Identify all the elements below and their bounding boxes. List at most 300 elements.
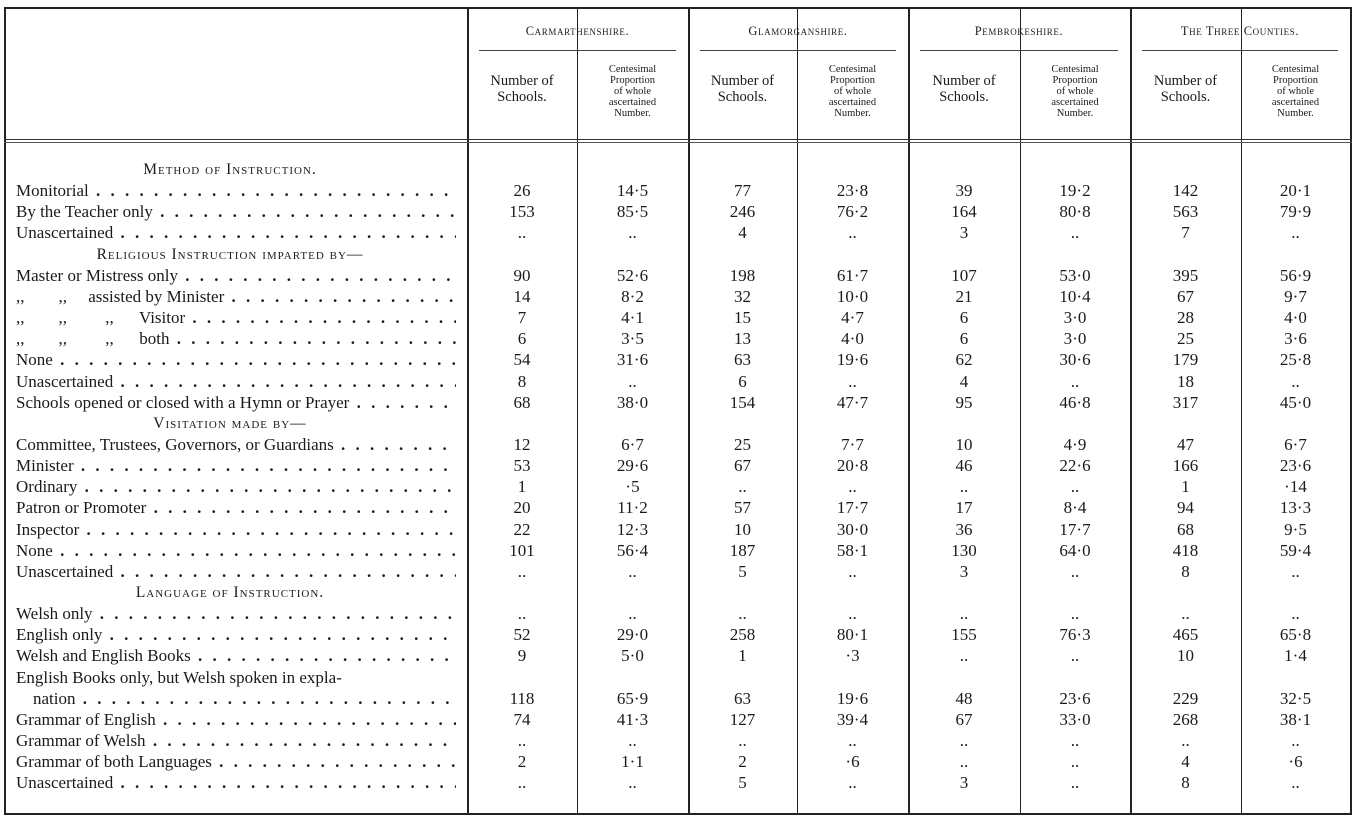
section-heading: Religious Instruction imparted by— [96, 245, 364, 263]
table-cell: 12·3 [616, 519, 649, 539]
table-cell: .. [848, 223, 857, 243]
table-row [0, 561, 1360, 582]
header-line: of whole [613, 86, 652, 97]
table-cell: 4·7 [841, 308, 864, 328]
table-cell: .. [628, 604, 637, 624]
table-cell: 2 [517, 752, 527, 772]
table-cell: 48 [955, 688, 973, 708]
table-cell: .. [1291, 223, 1300, 243]
table-cell: .. [1070, 604, 1080, 624]
table-row [0, 645, 1360, 666]
county-header-rule [920, 50, 1118, 51]
table-cell: 268 [1172, 709, 1199, 729]
table-cell: 8·4 [1063, 498, 1087, 518]
table-row [0, 476, 1360, 497]
table-cell: 164 [951, 202, 977, 222]
header-line: Number. [1056, 108, 1094, 119]
table-cell: 6·7 [1284, 434, 1307, 454]
table-cell: .. [1070, 773, 1080, 793]
table-cell: 6 [959, 308, 969, 328]
table-cell: .. [848, 477, 857, 497]
header-line: Centesimal [608, 64, 657, 75]
table-cell: 62 [955, 350, 973, 370]
table-cell: 85·5 [616, 202, 649, 222]
header-line: Number of [710, 73, 775, 89]
table-cell: 5 [738, 561, 747, 581]
header-rule [4, 142, 1352, 143]
table-row [0, 286, 1360, 307]
table-cell: 7 [517, 308, 527, 328]
table-cell: 95 [955, 392, 973, 412]
table-row [0, 688, 1360, 709]
table-row [0, 349, 1360, 370]
row-label: Welsh only . . . [16, 603, 456, 624]
table-cell: .. [628, 773, 637, 793]
section-heading-row [0, 159, 1360, 180]
table-cell: 154 [729, 392, 756, 412]
table-cell: .. [628, 223, 637, 243]
table-cell: .. [517, 604, 527, 624]
table-cell: 418 [1172, 540, 1199, 560]
table-cell: 3·5 [621, 329, 644, 349]
table-cell: 67 [955, 709, 973, 729]
table-cell: 53·0 [1059, 265, 1091, 285]
table-cell: 20·1 [1279, 181, 1312, 201]
table-cell: .. [848, 773, 857, 793]
table-cell: 47 [1177, 434, 1194, 454]
table-cell: 32·5 [1279, 688, 1312, 708]
row-label: Minister . . . [16, 455, 456, 476]
county-header: Carmarthenshire. [525, 24, 630, 38]
header-line: Schools. [1160, 89, 1211, 105]
table-cell: 67 [1177, 286, 1194, 306]
table-row [0, 603, 1360, 624]
table-cell: 65·8 [1279, 625, 1312, 645]
county-header: The Three Counties. [1180, 24, 1300, 38]
table-cell: 465 [1172, 625, 1199, 645]
header-rule [4, 139, 1352, 140]
table-cell: 64·0 [1059, 540, 1091, 560]
row-label: By the Teacher only . . . [16, 201, 456, 222]
table-row [0, 624, 1360, 645]
table-cell: 317 [1172, 392, 1199, 412]
table-cell: 17 [955, 498, 973, 518]
table-cell: 9·7 [1284, 286, 1307, 306]
table-cell: 3·6 [1284, 329, 1307, 349]
table-cell: 11·2 [617, 498, 648, 518]
table-cell: 258 [729, 625, 756, 645]
table-cell: 5 [738, 773, 747, 793]
table-cell: 46 [955, 456, 973, 476]
table-cell: .. [848, 604, 857, 624]
table-cell: 19·6 [836, 688, 869, 708]
table-cell: 10 [1177, 646, 1194, 666]
row-label: ,, ,, assisted by Minister . . . [16, 286, 456, 307]
header-line: Schools. [939, 89, 989, 105]
header-line: of whole [1276, 86, 1315, 97]
centesimal-proportion-header [797, 64, 908, 119]
header-line: ascertained [1271, 97, 1320, 108]
table-row [0, 519, 1360, 540]
row-label: Grammar of Welsh . . . [16, 730, 456, 751]
county-header-rule [1142, 50, 1338, 51]
table-cell: 77 [734, 181, 751, 201]
table-cell: 15 [734, 308, 751, 328]
table-cell: 38·1 [1279, 709, 1312, 729]
header-line: Number of [490, 73, 554, 89]
table-cell: 80·1 [836, 625, 869, 645]
table-cell: 19·2 [1059, 181, 1091, 201]
county-header: Glamorganshire. [748, 24, 848, 38]
table-cell: 13·3 [1279, 498, 1312, 518]
row-label: Monitorial . . . [16, 180, 456, 201]
table-cell: 3 [959, 773, 969, 793]
number-of-schools-header [467, 73, 577, 105]
table-cell: .. [738, 604, 747, 624]
table-cell: 68 [513, 392, 531, 412]
row-label: Ordinary . . . [16, 476, 456, 497]
table-cell: .. [517, 223, 527, 243]
table-row [0, 772, 1360, 793]
table-cell: 8 [517, 371, 527, 391]
table-row [0, 455, 1360, 476]
table-cell: 127 [729, 709, 756, 729]
table-cell: 118 [509, 688, 535, 708]
table-cell: 32 [734, 286, 751, 306]
table-row [0, 201, 1360, 222]
section-heading: Visitation made by— [153, 414, 307, 432]
table-cell: .. [1070, 477, 1080, 497]
header-line: Number of [1153, 73, 1218, 89]
header-line: ascertained [608, 97, 657, 108]
table-row [0, 222, 1360, 243]
table-cell: 90 [513, 265, 531, 285]
table-cell: 3·0 [1063, 308, 1087, 328]
county-header: Pembrokeshire. [974, 24, 1064, 38]
header-line: Number. [1277, 108, 1314, 119]
header-line: Number of [932, 73, 996, 89]
table-cell: 59·4 [1279, 540, 1312, 560]
table-cell: 18 [1177, 371, 1194, 391]
table-cell: .. [1070, 731, 1080, 751]
table-cell: 76·3 [1059, 625, 1091, 645]
table-cell: 63 [734, 688, 751, 708]
table-cell: .. [1291, 604, 1300, 624]
table-cell: 10 [955, 434, 973, 454]
table-cell: 58·1 [836, 540, 869, 560]
table-cell: 25 [734, 434, 751, 454]
table-cell: 1 [738, 646, 747, 666]
table-cell: 12 [513, 434, 531, 454]
table-row [0, 180, 1360, 201]
table-cell: .. [628, 731, 637, 751]
table-cell: 79·9 [1279, 202, 1312, 222]
table-cell: 29·0 [616, 625, 649, 645]
table-cell: 3·0 [1063, 329, 1087, 349]
table-row [0, 730, 1360, 751]
table-cell: 26 [513, 181, 531, 201]
header-line: ascertained [1051, 97, 1099, 108]
header-line: Proportion [1052, 75, 1098, 86]
table-cell: 94 [1177, 498, 1194, 518]
table-cell: 7 [1181, 223, 1190, 243]
table-row [0, 540, 1360, 561]
table-cell: 30·0 [836, 519, 869, 539]
table-cell: 395 [1172, 265, 1199, 285]
table-cell: 56·9 [1279, 265, 1312, 285]
table-cell: 21 [955, 286, 973, 306]
table-cell: 1 [1181, 477, 1190, 497]
table-cell: 5·0 [621, 646, 644, 666]
table-cell: 4 [959, 371, 969, 391]
row-label: Patron or Promoter . . . [16, 497, 456, 518]
table-cell: 13 [734, 329, 751, 349]
table-cell: .. [959, 477, 969, 497]
number-of-schools-header [688, 73, 797, 105]
centesimal-proportion-header [1241, 64, 1350, 119]
row-label: Unascertained . . . [16, 561, 456, 582]
row-label: Grammar of English . . . [16, 709, 456, 730]
table-cell: 3 [959, 561, 969, 581]
number-of-schools-header [1130, 73, 1241, 105]
table-cell: 6 [738, 371, 747, 391]
table-cell: ·14 [1284, 477, 1307, 497]
header-line: Number. [834, 108, 871, 119]
table-cell: 8 [1181, 773, 1190, 793]
table-cell: 38·0 [616, 392, 649, 412]
table-cell: .. [738, 477, 747, 497]
table-cell: .. [1181, 604, 1190, 624]
table-cell: 33·0 [1059, 709, 1091, 729]
row-label: English only . . . [16, 624, 456, 645]
table-cell: 41·3 [616, 709, 649, 729]
table-cell: 14 [513, 286, 531, 306]
table-cell: 57 [734, 498, 751, 518]
row-label: Unascertained . . . [16, 222, 456, 243]
table-cell: .. [1181, 731, 1190, 751]
table-cell: 45·0 [1279, 392, 1312, 412]
table-cell: .. [959, 752, 969, 772]
row-label: None . . . [16, 540, 456, 561]
table-cell: 1 [517, 477, 527, 497]
table-cell: 22 [513, 519, 531, 539]
table-cell: 23·8 [836, 181, 869, 201]
table-cell: .. [1070, 646, 1080, 666]
table-cell: .. [848, 731, 857, 751]
table-cell: 28 [1177, 308, 1194, 328]
table-cell: 29·6 [616, 456, 649, 476]
table-row [0, 265, 1360, 286]
row-label: Unascertained . . . [16, 772, 456, 793]
row-label: Inspector . . . [16, 519, 456, 540]
table-cell: .. [848, 371, 857, 391]
header-line: ascertained [828, 97, 877, 108]
table-row [0, 434, 1360, 455]
table-cell: 65·9 [616, 688, 649, 708]
table-cell: .. [1070, 561, 1080, 581]
table-cell: 30·6 [1059, 350, 1091, 370]
centesimal-proportion-header [1020, 64, 1130, 119]
table-cell: 142 [1172, 181, 1199, 201]
centesimal-proportion-header [577, 64, 688, 119]
header-line: Proportion [610, 75, 655, 86]
table-cell: 130 [951, 540, 977, 560]
table-cell: 1·4 [1284, 646, 1307, 666]
table-cell: 10 [734, 519, 751, 539]
header-line: of whole [833, 86, 872, 97]
row-label: Grammar of both Languages . . . [16, 751, 456, 772]
table-cell: ·6 [1288, 752, 1303, 772]
table-cell: 63 [734, 350, 751, 370]
row-label: ,, ,, ,, Visitor . . . [16, 307, 456, 328]
table-cell: 36 [955, 519, 973, 539]
table-cell: .. [517, 731, 527, 751]
table-cell: 4·1 [621, 308, 644, 328]
table-cell: .. [1291, 773, 1300, 793]
table-cell: 14·5 [616, 181, 649, 201]
table-cell: 25 [1177, 329, 1194, 349]
table-cell: 2 [738, 752, 747, 772]
table-cell: 20·8 [836, 456, 869, 476]
table-cell: 56·4 [616, 540, 649, 560]
header-line: Proportion [1273, 75, 1318, 86]
header-line: Centesimal [828, 64, 877, 75]
header-line: Number. [614, 108, 651, 119]
table-cell: 3 [959, 223, 969, 243]
table-cell: ·5 [625, 477, 640, 497]
table-cell: 31·6 [616, 350, 649, 370]
row-label: Master or Mistress only . . . [16, 265, 456, 286]
table-cell: 6·7 [621, 434, 644, 454]
table-cell: 54 [513, 350, 531, 370]
table-cell: 19·6 [836, 350, 869, 370]
row-label: Schools opened or closed with a Hymn or Prayer . . . [16, 392, 456, 413]
table-cell: 1·1 [621, 752, 644, 772]
table-cell: 8 [1181, 561, 1190, 581]
table-cell: 25·8 [1279, 350, 1312, 370]
table-cell: 53 [513, 456, 531, 476]
table-cell: 76·2 [836, 202, 869, 222]
row-label: English Books only, but Welsh spoken in expla- [16, 667, 342, 687]
table-row [0, 328, 1360, 349]
table-cell: 10·0 [836, 286, 869, 306]
table-cell: 4 [738, 223, 747, 243]
section-heading-row [0, 244, 1360, 265]
header-line: Centesimal [1051, 64, 1099, 75]
table-row [0, 751, 1360, 772]
table-cell: 563 [1172, 202, 1199, 222]
section-heading-row [0, 582, 1360, 603]
table-cell: 9 [517, 646, 527, 666]
table-cell: .. [1291, 561, 1300, 581]
table-cell: 166 [1172, 456, 1199, 476]
table-cell: .. [959, 646, 969, 666]
row-label: Committee, Trustees, Governors, or Guardians . . . [16, 434, 456, 455]
table-cell: 153 [509, 202, 535, 222]
table-cell: 7·7 [841, 434, 864, 454]
table-cell: 229 [1172, 688, 1199, 708]
row-label: ,, ,, ,, both . . . [16, 328, 456, 349]
table-cell: .. [1070, 223, 1080, 243]
table-cell: 23·6 [1059, 688, 1091, 708]
row-label: Welsh and English Books . . . [16, 645, 456, 666]
table-cell: 10·4 [1059, 286, 1091, 306]
section-heading-row [0, 413, 1360, 434]
table-cell: 17·7 [1059, 519, 1091, 539]
row-label: Unascertained . . . [16, 371, 456, 392]
table-cell: 179 [1172, 350, 1199, 370]
table-cell: .. [959, 604, 969, 624]
table-cell: .. [1291, 731, 1300, 751]
table-cell: 52 [513, 625, 531, 645]
table-cell: .. [1291, 371, 1300, 391]
table-cell: 4·9 [1063, 434, 1087, 454]
table-row [0, 709, 1360, 730]
county-header-rule [479, 50, 676, 51]
table-cell: 47·7 [836, 392, 869, 412]
section-heading: Method of Instruction. [143, 161, 317, 178]
table-cell: .. [848, 561, 857, 581]
table-cell: 39 [955, 181, 973, 201]
table-cell: .. [1070, 752, 1080, 772]
table-cell: 22·6 [1059, 456, 1091, 476]
table-cell: 155 [951, 625, 977, 645]
table-cell: 8·2 [621, 286, 644, 306]
header-line: Schools. [717, 89, 768, 105]
table-cell: 67 [734, 456, 751, 476]
table-row [0, 307, 1360, 328]
table-cell: 52·6 [616, 265, 649, 285]
table-cell: .. [959, 731, 969, 751]
table-cell: ·3 [845, 646, 860, 666]
header-line: Proportion [830, 75, 875, 86]
table-cell: 6 [959, 329, 969, 349]
table-cell: 187 [729, 540, 756, 560]
table-row [0, 392, 1360, 413]
table-cell: 80·8 [1059, 202, 1091, 222]
table-cell: .. [517, 773, 527, 793]
table-cell: 6 [517, 329, 527, 349]
table-cell: .. [628, 371, 637, 391]
table-cell: 39·4 [836, 709, 869, 729]
table-cell: .. [1070, 371, 1080, 391]
table-cell: ·6 [845, 752, 860, 772]
table-cell: .. [738, 731, 747, 751]
header-line: Schools. [497, 89, 547, 105]
number-of-schools-header [908, 73, 1020, 105]
table-cell: 107 [951, 265, 977, 285]
table-row [0, 371, 1360, 392]
table-cell: 23·6 [1279, 456, 1312, 476]
county-header-rule [700, 50, 896, 51]
table-cell: 20 [513, 498, 531, 518]
table-cell: 9·5 [1284, 519, 1307, 539]
table-cell: 198 [729, 265, 756, 285]
table-row [0, 497, 1360, 518]
table-cell: 4·0 [841, 329, 864, 349]
table-cell: 17·7 [836, 498, 869, 518]
table-cell: 4·0 [1284, 308, 1307, 328]
table-cell: .. [517, 561, 527, 581]
header-line: of whole [1056, 86, 1094, 97]
table-cell: 74 [513, 709, 531, 729]
header-line: Centesimal [1271, 64, 1320, 75]
table-cell: 246 [729, 202, 756, 222]
table-row [0, 667, 1360, 688]
table-cell: 4 [1181, 752, 1190, 772]
table-cell: 68 [1177, 519, 1194, 539]
table-cell: 61·7 [836, 265, 869, 285]
